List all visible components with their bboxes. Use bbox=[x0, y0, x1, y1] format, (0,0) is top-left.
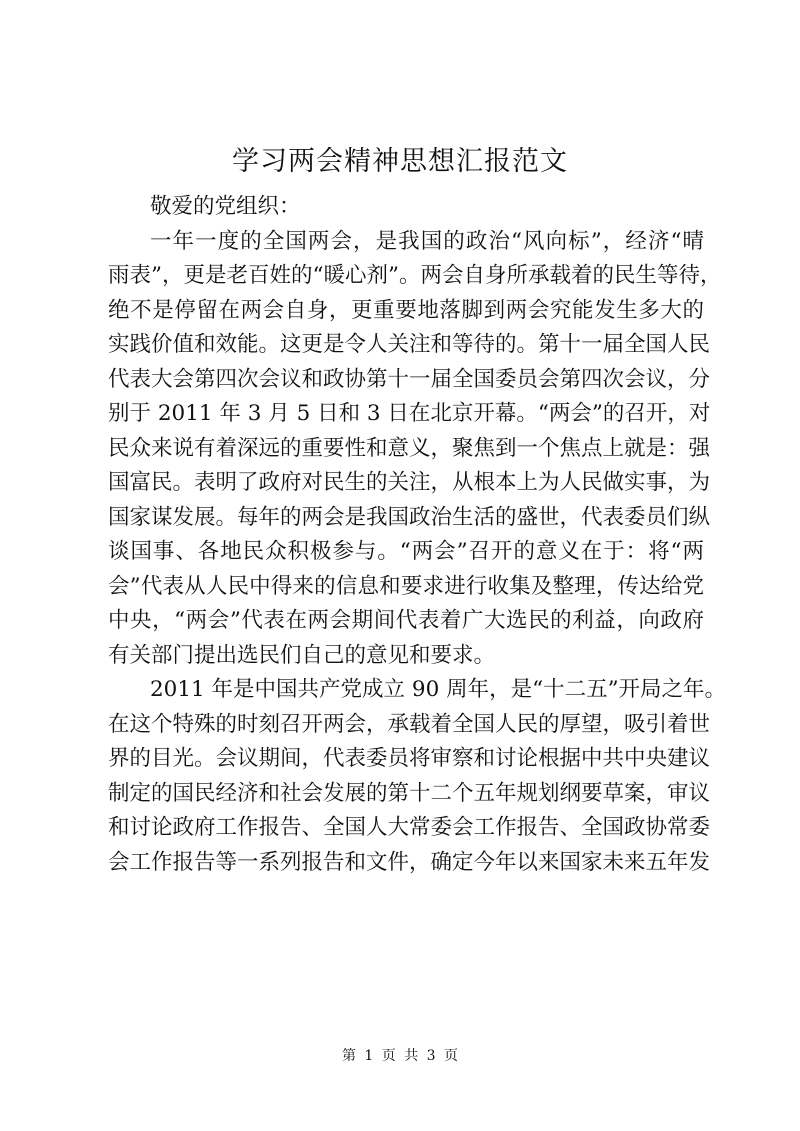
paragraph-1-line-4: 实践价值和效能。这更是令人关注和等待的。第十一届全国人民 bbox=[108, 332, 711, 357]
document-title: 学习两会精神思想汇报范文 bbox=[232, 146, 568, 177]
paragraph-2-line-6: 会工作报告等一系列报告和文件，确定今年以来国家未来五年发 bbox=[108, 849, 711, 875]
paragraph-1-line-5: 代表大会第四次会议和政协第十一届全国委员会第四次会议，分 bbox=[108, 366, 711, 392]
paragraph-1-line-10: 谈国事、各地民众积极参与。“两会”召开的意义在于：将“两 bbox=[108, 539, 704, 564]
paragraph-1-line-9: 国家谋发展。每年的两会是我国政治生活的盛世，代表委员们纵 bbox=[108, 504, 711, 530]
paragraph-1-line-1: 一年一度的全国两会，是我国的政治“风向标”，经济“晴 bbox=[150, 228, 704, 254]
paragraph-2-line-2: 在这个特殊的时刻召开两会，承载着全国人民的厚望，吸引着世 bbox=[108, 711, 711, 737]
paragraph-1-line-3: 绝不是停留在两会自身，更重要地落脚到两会究能发生多大的 bbox=[108, 297, 704, 323]
paragraph-1-line-12: 中央，“两会”代表在两会期间代表着广大选民的利益，向政府 bbox=[108, 608, 704, 633]
paragraph-2-line-4: 制定的国民经济和社会发展的第十二个五年规划纲要草案，审议 bbox=[108, 780, 711, 806]
document-body bbox=[108, 190, 727, 880]
paragraph-1-line-8: 国富民。表明了政府对民生的关注，从根本上为人民做实事，为 bbox=[108, 470, 711, 495]
paragraph-1-line-11: 会”代表从人民中得来的信息和要求进行收集及整理，传达给党 bbox=[108, 573, 704, 599]
paragraph-2-line-5: 和讨论政府工作报告、全国人大常委会工作报告、全国政协常委 bbox=[108, 815, 711, 840]
salutation-line: 敬爱的党组织： bbox=[150, 194, 301, 219]
paragraph-1-line-13: 有关部门提出选民们自己的意见和要求。 bbox=[108, 642, 496, 668]
paragraph-1-line-6: 别于 2011 年 3 月 5 日和 3 日在北京开幕。“两会”的召开，对 bbox=[108, 401, 711, 426]
paragraph-2-line-3: 界的目光。会议期间，代表委员将审察和讨论根据中共中央建议 bbox=[108, 746, 711, 771]
page-number-footer: 第 1 页 共 3 页 bbox=[341, 1048, 459, 1064]
paragraph-2-line-1: 2011 年是中国共产党成立 90 周年，是“十二五”开局之年。 bbox=[150, 677, 727, 702]
paragraph-1-line-2: 雨表”，更是老百姓的“暖心剂”。两会自身所承载着的民生等待， bbox=[108, 263, 722, 288]
paragraph-1-line-7: 民众来说有着深远的重要性和意义，聚焦到一个焦点上就是：强 bbox=[108, 435, 711, 461]
